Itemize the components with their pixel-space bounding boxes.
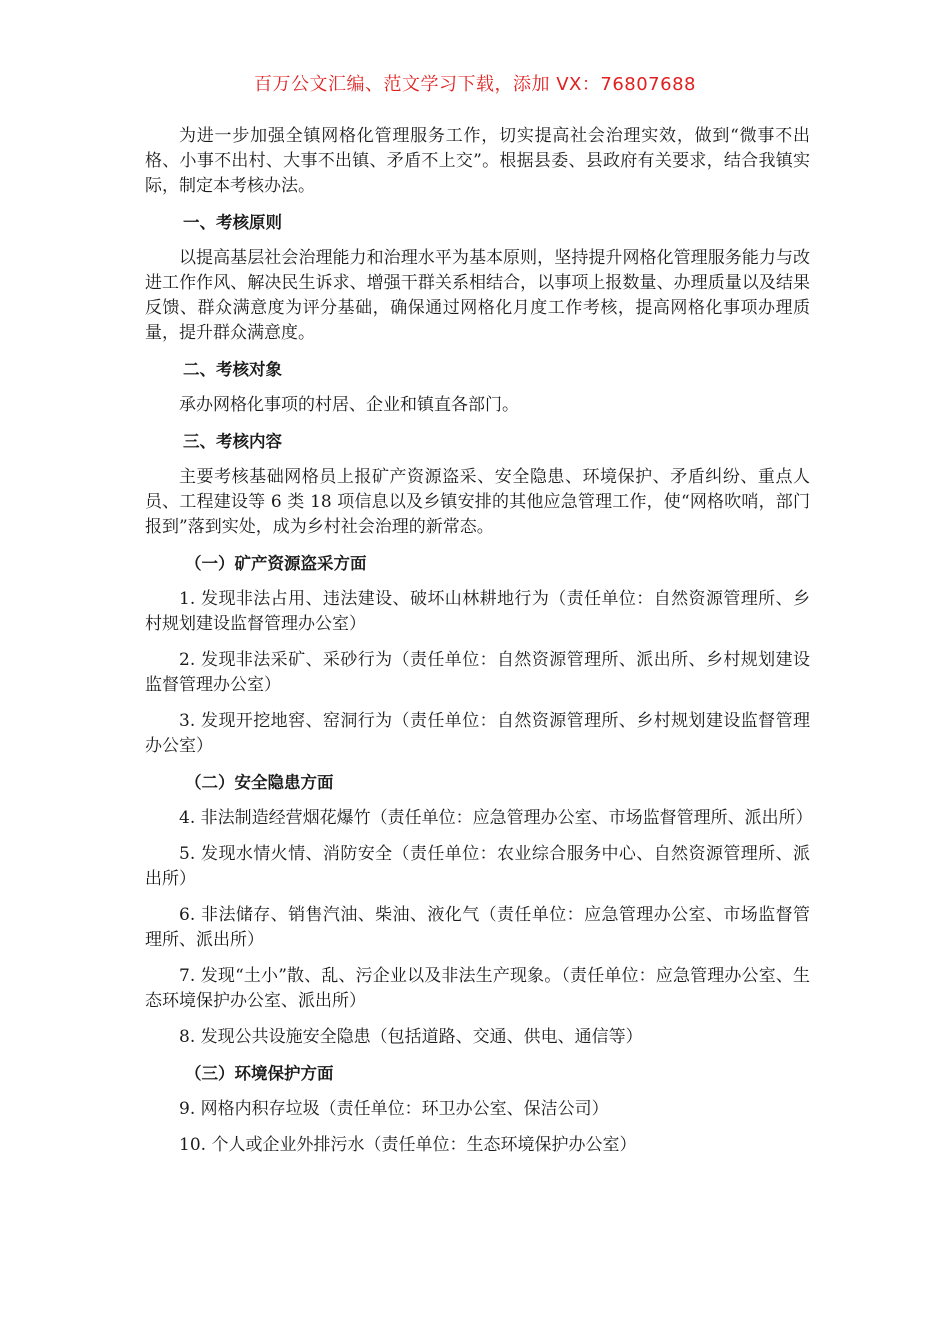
list-item: 4. 非法制造经营烟花爆竹（责任单位：应急管理办公室、市场监督管理所、派出所） (179, 808, 813, 828)
list-item: 10. 个人或企业外排污水（责任单位：生态环境保护办公室） (179, 1135, 637, 1155)
list-item: 1. 发现非法占用、违法建设、破坏山林耕地行为（责任单位：自然资源管理所、乡村规划建设监督管理办公室） (145, 589, 810, 634)
list-item: 7. 发现“土小”散、乱、污企业以及非法生产现象。（责任单位：应急管理办公室、生态环境保护办公室、派出所） (145, 966, 810, 1011)
intro-paragraph: 为进一步加强全镇网格化管理服务工作，切实提高社会治理实效，做到“微事不出格、小事不出村、大事不出镇、矛盾不上交”。根据县委、县政府有关要求，结合我镇实际，制定本考核办法。 (145, 126, 810, 196)
principles-paragraph: 以提高基层社会治理能力和治理水平为基本原则，坚持提升网格化管理服务能力与改进工作作风、解决民生诉求、增强干群关系相结合，以事项上报数量、办理质量以及结果反馈、群众满意度为评分基础，确保通过网格化月度工作考核，提高网格化事项办理质量，提升群众满意度。 (145, 248, 810, 343)
list-item: 3. 发现开挖地窖、窑洞行为（责任单位：自然资源管理所、乡村规划建设监督管理办公室） (145, 711, 810, 756)
subsection-heading-environment: （三）环境保护方面 (185, 1064, 334, 1083)
section-heading-content: 三、考核内容 (183, 432, 282, 451)
list-item: 2. 发现非法采矿、采砂行为（责任单位：自然资源管理所、派出所、乡村规划建设监督管理办公室） (145, 650, 810, 695)
subsection-heading-mining: （一）矿产资源盗采方面 (185, 554, 367, 573)
list-item: 8. 发现公共设施安全隐患（包括道路、交通、供电、通信等） (179, 1027, 643, 1047)
subsection-heading-safety: （二）安全隐患方面 (185, 773, 334, 792)
list-item: 9. 网格内积存垃圾（责任单位：环卫办公室、保洁公司） (179, 1099, 609, 1119)
list-item: 6. 非法储存、销售汽油、柴油、液化气（责任单位：应急管理办公室、市场监督管理所、派出所） (145, 905, 810, 950)
list-item: 5. 发现水情火情、消防安全（责任单位：农业综合服务中心、自然资源管理所、派出所） (145, 844, 810, 889)
content-paragraph: 主要考核基础网格员上报矿产资源盗采、安全隐患、环境保护、矛盾纠纷、重点人员、工程建设等 6 类 18 项信息以及乡镇安排的其他应急管理工作，使“网格吹哨，部门报到”落到实处，成为乡村社会治理的新常态。 (145, 467, 810, 537)
watermark-header: 百万公文汇编、范文学习下载，添加 VX：76807688 (254, 74, 696, 95)
section-heading-targets: 二、考核对象 (183, 360, 282, 379)
section-heading-principles: 一、考核原则 (183, 213, 282, 232)
document-body (145, 124, 813, 1169)
targets-paragraph: 承办网格化事项的村居、企业和镇直各部门。 (179, 395, 519, 415)
